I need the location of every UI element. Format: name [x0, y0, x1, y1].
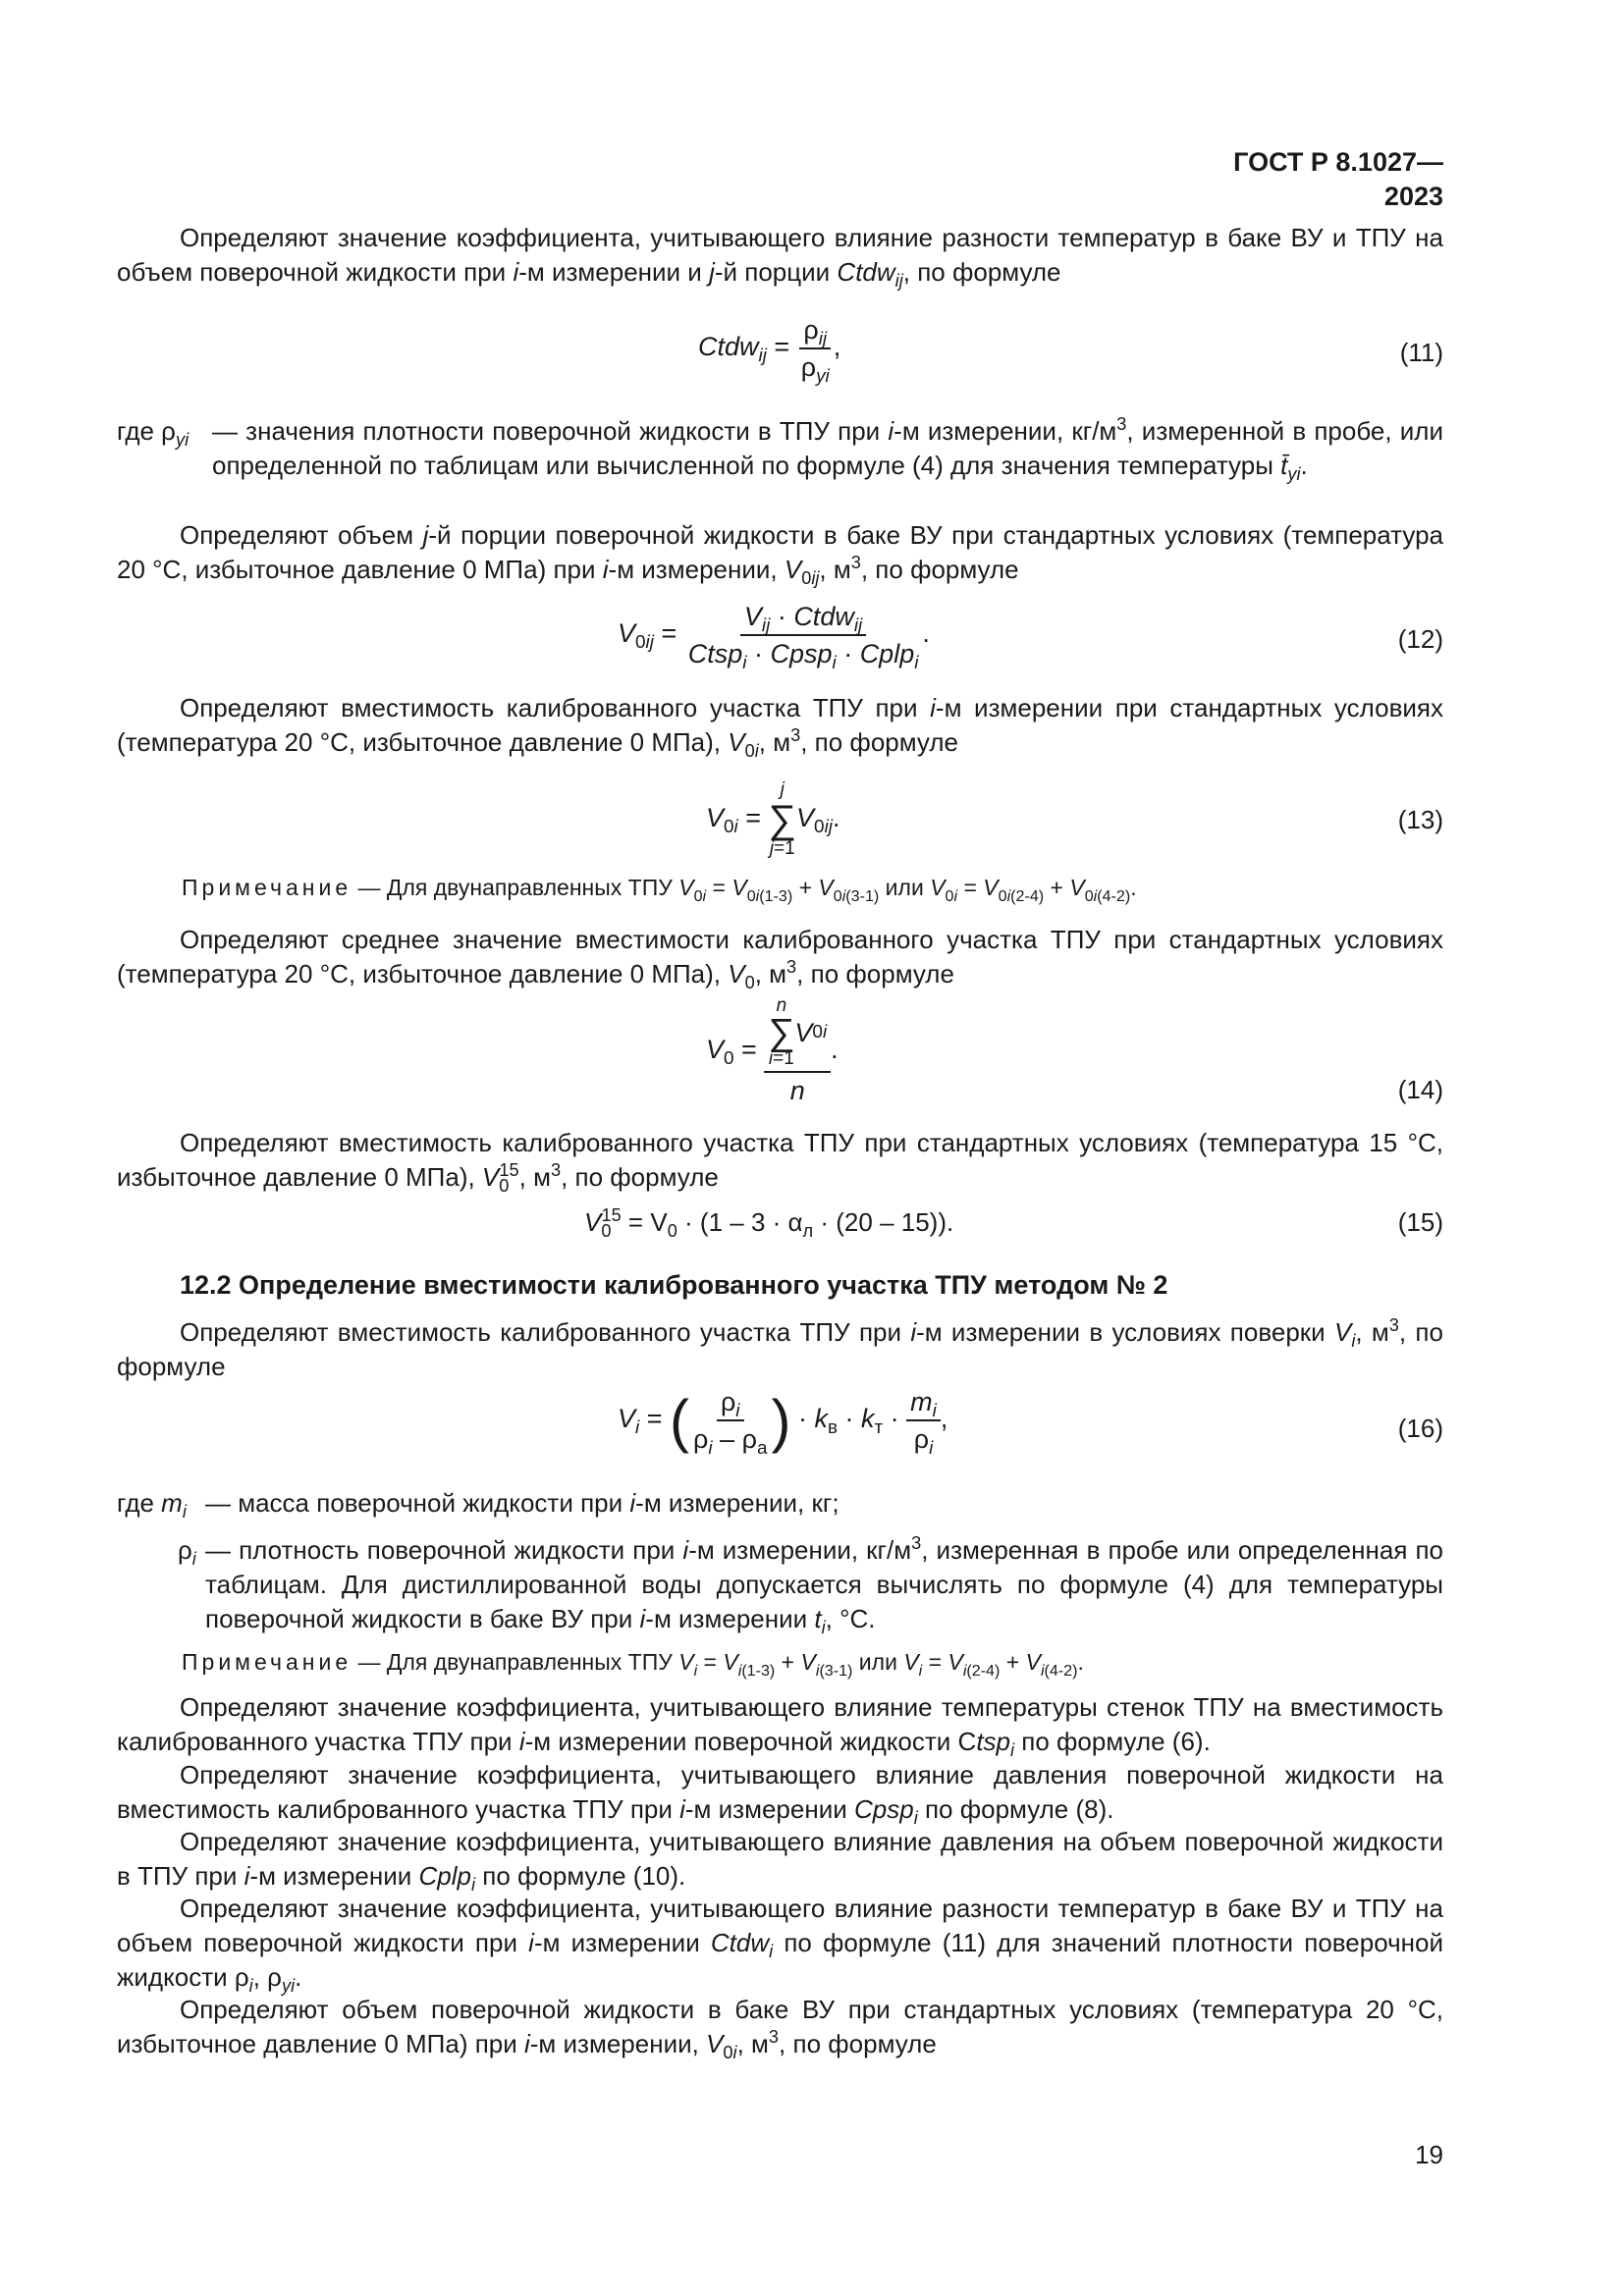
paragraph-ctsp: Определяют значение коэффициента, учитывающего влияние температуры стенок ТПУ на вместимость калиброванного участка ТПУ при i-м измерении поверочной жидкости Ctsp$_i$ по формуле (6). — [117, 1692, 1443, 1760]
formula-12-expression: $V_{0ij}$ = $\frac{V_{ij} \cdot Ctdw_{ij}}{Ctsp_i \cdot Cpsp_i \cdot Cplp_i}$ . — [618, 602, 930, 673]
formula-11-expression: Ctdw$_{ij}$ = $\frac{\rho_{ij}}{\rho_{yi}}$ , — [698, 315, 841, 387]
formula-14-expression: $V_0$ = n ∑ i=1 V 0i n . — [706, 995, 839, 1105]
formula-15 — [117, 1205, 1443, 1249]
formula-15-expression: $V_0^{15} = V_0 \cdot (1 - 3 \cdot \alpha_л \cdot (20 - 15))$. — [584, 1205, 954, 1241]
formula-12-number: (12) — [1397, 624, 1443, 654]
formula-13-expression: $V_{0i}$ = j ∑ j=1 $V_{0ij}$. — [706, 779, 840, 859]
where-mi — [117, 1486, 1443, 1529]
formula-16-number: (16) — [1397, 1414, 1443, 1443]
where-rho-i-symbol: $\rho_i$ — [178, 1535, 196, 1569]
formula-16-expression: $V_i$ = ( $\frac{\rho_i}{\rho_i - \rho_a}$ ) · $k_в \cdot k_т$ · $\frac{m_i}{\rho_i}$ , — [618, 1387, 948, 1459]
paragraph-v0-mean-intro: Определяют среднее значение вместимости калиброванного участка ТПУ при стандартных условиях (температура 20 °С, избыточное давление 0 МПа), $V_0$, $м^3$, по формуле — [117, 925, 1443, 992]
formula-13 — [117, 774, 1443, 872]
page-number: 19 — [1415, 2140, 1443, 2169]
formula-15-number: (15) — [1397, 1207, 1443, 1237]
formula-14 — [117, 996, 1443, 1124]
formula-16 — [117, 1386, 1443, 1474]
paragraph-cpsp: Определяют значение коэффициента, учитывающего влияние давления поверочной жидкости на вместимость калиброванного участка ТПУ при i-м измерении Cpsp$_i$ по формуле (8). — [117, 1760, 1443, 1828]
where-mi-text: — масса поверочной жидкости при i-м измерении, кг; — [205, 1488, 839, 1518]
where-rho-yi — [117, 414, 1443, 522]
paragraph-vi-intro: Определяют вместимость калиброванного участка ТПУ при i-м измерении в условиях поверки $V_i$, $м^3$, по формуле — [117, 1315, 1443, 1381]
where-rho-yi-text: — значения плотности поверочной жидкости в ТПУ при i-м измерении, $кг/м^3$, измеренной в пробе, или определенной по таблицам или вычисленной по формуле (4) для значения температуры $t̄_{yi}$. — [212, 414, 1443, 484]
where-mi-symbol: где $m_i$ — [117, 1488, 187, 1522]
formula-11 — [117, 314, 1443, 393]
section-heading-12-2: 12.2 Определение вместимости калиброванного участка ТПУ методом № 2 — [180, 1270, 1168, 1300]
where-rho-i-text: — плотность поверочной жидкости при i-м измерении, $кг/м^3$, измеренная в пробе или определенная по таблицам. Для дистиллированной воды допускается вычислять по формуле (4) для температуры поверочной жидкости в баке ВУ при i-м измерении $t_i$, °С. — [205, 1533, 1443, 1637]
document-code-header: ГОСТ Р 8.1027—2023 — [1233, 147, 1443, 211]
formula-12 — [117, 601, 1443, 679]
where-symbol: где $\rho_{yi}$ — [117, 416, 189, 450]
where-rho-i — [117, 1533, 1443, 1641]
paragraph-v0i-intro: Определяют вместимость калиброванного участка ТПУ при i-м измерении при стандартных условиях (температура 20 °С, избыточное давление 0 МПа), $V_{0i}$, $м^3$, по формуле — [117, 693, 1443, 761]
formula-13-number: (13) — [1397, 805, 1443, 834]
paragraph-v0ij-intro: Определяют объем j-й порции поверочной жидкости в баке ВУ при стандартных условиях (температура 20 °С, избыточное давление 0 МПа) при i-м измерении, $V_{0ij}$, $м^3$, по формуле — [117, 520, 1443, 588]
formula-11-number: (11) — [1399, 338, 1443, 367]
paragraph-v015-intro: Определяют вместимость калиброванного участка ТПУ при стандартных условиях (температура 15 °С, избыточное давление 0 МПа), $V_0^{15}$, $м^3$, по формуле — [117, 1128, 1443, 1196]
note-bidirectional-v0i: Примечание — Для двунаправленных ТПУ $V_{0i} = V_{0i(1-3)} + V_{0i(3-1)}$ или $V_{0i} = V_{0i(2-4)} + V_{0i(4-2)}$. — [182, 875, 1137, 905]
paragraph-ctdw-i: Определяют значение коэффициента, учитывающего влияние разности температур в баке ВУ и ТПУ на объем поверочной жидкости при i-м измерении Ctdw$_i$ по формуле (11) для значений плотности поверочной жидкости $\rho_i$, $\rho_{yi}$. — [117, 1894, 1443, 1996]
note-bidirectional-vi: Примечание — Для двунаправленных ТПУ $V_i = V_{i(1-3)} + V_{i(3-1)}$ или $V_i = V_{i(2-4)} + V_{i(4-2)}$. — [182, 1649, 1084, 1680]
paragraph-v0i-volume: Определяют объем поверочной жидкости в баке ВУ при стандартных условиях (температура 20 °С, избыточное давление 0 МПа) при i-м измерении, $V_{0i}$, $м^3$, по формуле — [117, 1995, 1443, 2062]
paragraph-cplp: Определяют значение коэффициента, учитывающего влияние давления на объем поверочной жидкости в ТПУ при i-м измерении Cplp$_i$ по формуле (10). — [117, 1827, 1443, 1895]
paragraph-ctdw-intro: Определяют значение коэффициента, учитывающего влияние разности температур в баке ВУ и ТПУ на объем поверочной жидкости при i-м измерении и j-й порции Ctdw$_{ij}$, по формуле — [117, 223, 1443, 291]
formula-14-number: (14) — [1397, 1075, 1443, 1104]
